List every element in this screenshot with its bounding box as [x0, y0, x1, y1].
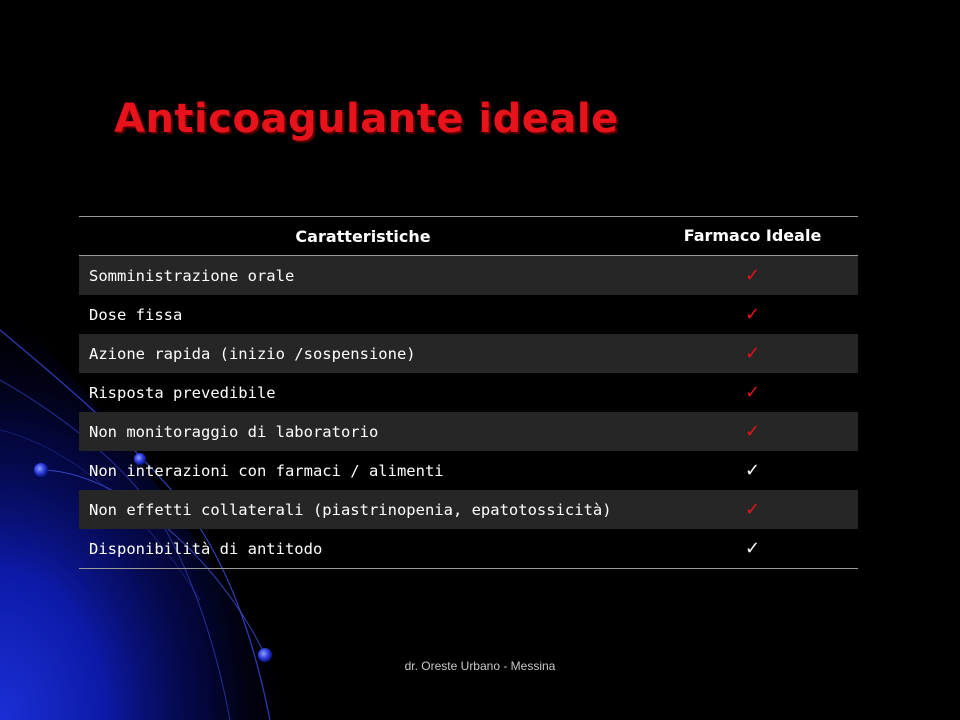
row-label: Non effetti collaterali (piastrinopenia, epatotossicità): [89, 500, 612, 519]
check-icon: ✓: [744, 459, 761, 481]
table-row: [79, 451, 858, 490]
slide-footer: dr. Oreste Urbano - Messina: [404, 659, 556, 673]
check-icon: ✓: [744, 498, 761, 520]
check-icon: ✓: [744, 537, 761, 559]
row-label: Azione rapida (inizio /sospensione): [89, 344, 416, 363]
table-row: [79, 256, 858, 295]
table-row: [79, 529, 858, 568]
row-label: Risposta prevedibile: [89, 383, 276, 402]
check-icon: ✓: [744, 342, 761, 364]
row-label: Somministrazione orale: [89, 266, 295, 285]
check-icon: ✓: [744, 420, 761, 442]
check-icon: ✓: [744, 303, 761, 325]
features-table: [79, 216, 858, 569]
table-row: [79, 373, 858, 412]
row-label: Dose fissa: [89, 305, 183, 324]
table-row: [79, 490, 858, 529]
table-row: [79, 334, 858, 373]
row-label: Disponibilità di antitodo: [89, 539, 323, 558]
table-row: [79, 295, 858, 334]
check-icon: ✓: [744, 264, 761, 286]
table-row: [79, 412, 858, 451]
check-icon: ✓: [744, 381, 761, 403]
header-ideal-drug: Farmaco Ideale: [683, 226, 822, 245]
row-label: Non monitoraggio di laboratorio: [89, 422, 379, 441]
row-label: Non interazioni con farmaci / alimenti: [89, 461, 444, 480]
slide-title: Anticoagulante ideale: [114, 96, 619, 142]
decorative-dot-1: [34, 463, 48, 477]
table-header-row: [79, 217, 858, 256]
header-features: Caratteristiche: [295, 226, 431, 246]
